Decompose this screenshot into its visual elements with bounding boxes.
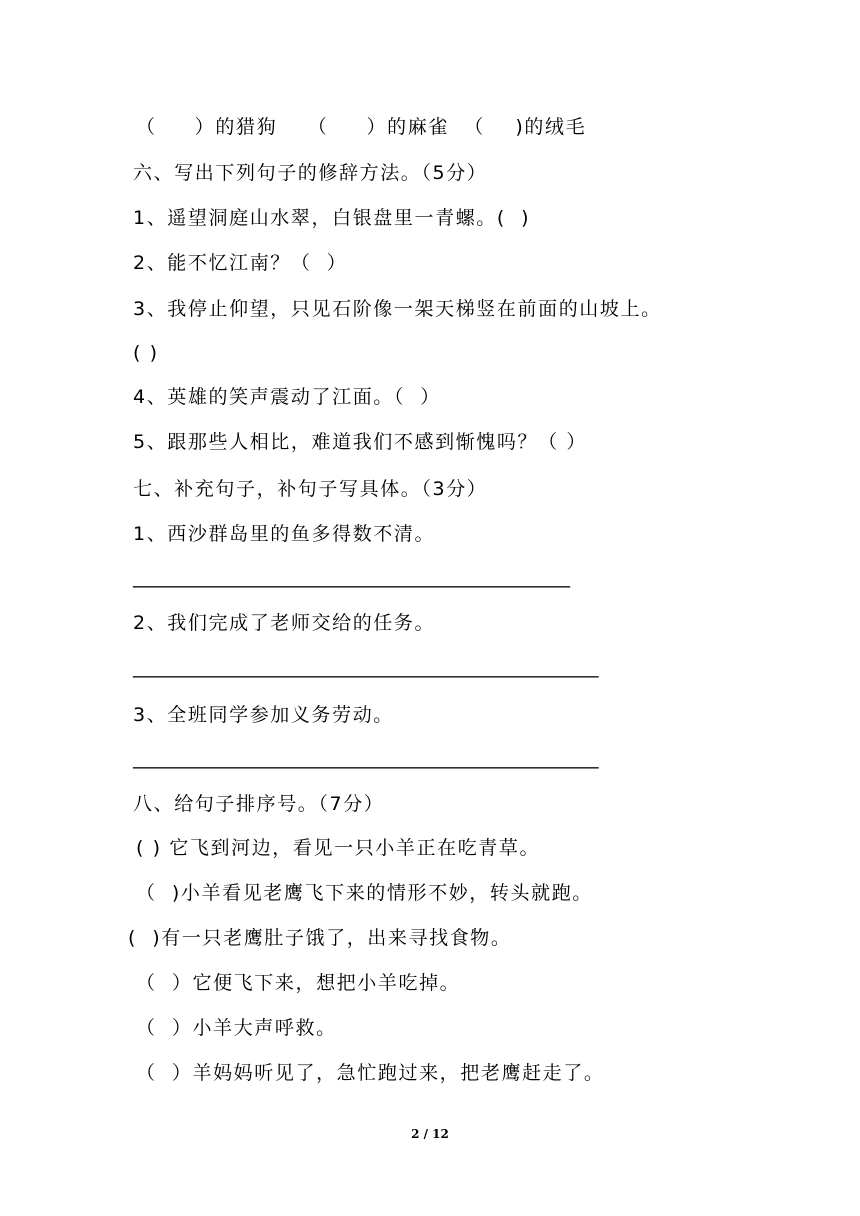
section-8-item-4: （ ）它便飞下来，想把小羊吃掉。: [136, 972, 461, 994]
section-7-item-2: 2、我们完成了老师交给的任务。: [133, 612, 436, 634]
section-8-item-1: ( ) 它飞到河边，看见一只小羊正在吃青草。: [136, 837, 541, 859]
section-7-answer-line-1: ______________________________________________: [133, 566, 570, 588]
section-8-item-6: （ ）羊妈妈听见了，急忙跑过来，把老鹰赶走了。: [136, 1062, 605, 1084]
section-6-item-2: 2、能不忆江南？（ ）: [133, 252, 348, 274]
section-7-heading: 七、补充句子，补句子写具体。（3分）: [133, 478, 488, 500]
section-6-item-1: 1、遥望洞庭山水翠，白银盘里一青螺。( ): [133, 207, 531, 229]
section-8-heading: 八、给句子排序号。（7分）: [133, 793, 385, 815]
section-6-item-5: 5、跟那些人相比，难道我们不感到惭愧吗？（ ）: [133, 431, 587, 453]
section-7-answer-line-2: _________________________________________________: [133, 656, 599, 678]
section-6-item-3: 3、我停止仰望，只见石阶像一架天梯竖在前面的山坡上。: [133, 298, 662, 320]
section-7-item-3: 3、全班同学参加义务劳动。: [133, 704, 394, 726]
section-8-item-2: （ )小羊看见老鹰飞下来的情形不妙，转头就跑。: [136, 882, 593, 904]
section-6-heading: 六、写出下列句子的修辞方法。（5分）: [133, 162, 488, 184]
section-6-item-3-answer: ( ): [133, 342, 159, 364]
section-7-item-1: 1、西沙群岛里的鱼多得数不清。: [133, 523, 436, 545]
adjective-blanks-row: （ ）的猎狗 （ ）的麻雀 （ )的绒毛: [136, 116, 587, 138]
section-6-item-4: 4、英雄的笑声震动了江面。（ ）: [133, 386, 441, 408]
section-8-item-3: ( )有一只老鹰肚子饿了，出来寻找食物。: [128, 927, 512, 949]
page-number: 2 / 12: [411, 1127, 449, 1141]
section-7-answer-line-3: _________________________________________________: [133, 747, 599, 769]
section-8-item-5: （ ）小羊大声呼救。: [136, 1017, 337, 1039]
